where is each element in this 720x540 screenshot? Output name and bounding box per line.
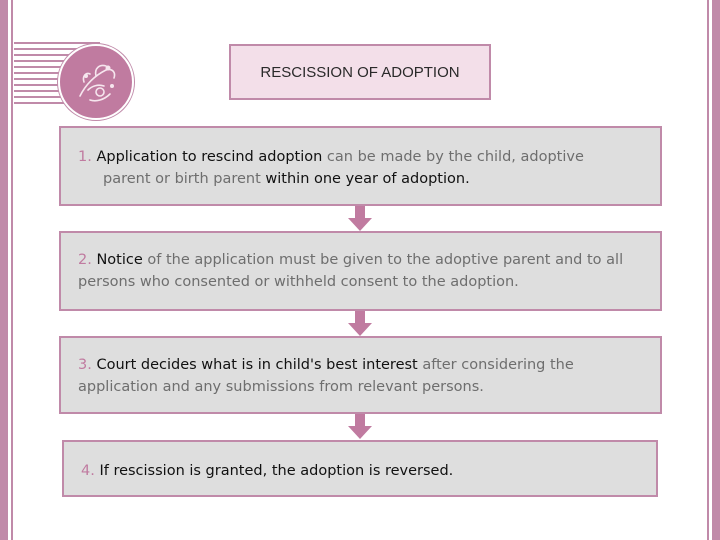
step-number: 1. [78, 149, 92, 165]
step-bold-text: Notice [96, 252, 143, 268]
step-bold-text: Application to rescind adoption [96, 149, 323, 165]
step-number: 3. [78, 357, 92, 373]
step-2-box [59, 231, 662, 311]
step-text: after considering the [422, 357, 574, 373]
step-text: parent or birth parent [103, 171, 261, 187]
left-border-line [11, 0, 13, 540]
step-text: of the application must be given to the adoptive parent and to all [147, 252, 624, 268]
step-text: persons who consented or withheld consent to the adoption. [78, 274, 519, 290]
down-arrow-icon [348, 206, 372, 232]
title-box [229, 44, 491, 100]
step-text: can be made by the child, adoptive [326, 149, 584, 165]
right-border-line [707, 0, 709, 540]
step-number: 2. [78, 252, 92, 268]
step-1-box [59, 126, 662, 206]
step-4-box [62, 440, 658, 497]
logo-emblem-icon [58, 44, 134, 120]
step-number: 4. [81, 463, 95, 479]
step-bold-text: If rescission is granted, the adoption is reversed. [99, 463, 454, 479]
step-bold-text: within one year of adoption. [265, 171, 470, 187]
diagram-title: RESCISSION OF ADOPTION [260, 63, 460, 81]
down-arrow-icon [348, 414, 372, 440]
step-3-box [59, 336, 662, 414]
down-arrow-icon [348, 311, 372, 337]
right-border-bar [712, 0, 720, 540]
left-border-bar [0, 0, 8, 540]
step-text: application and any submissions from relevant persons. [78, 379, 484, 395]
step-bold-text: Court decides what is in child's best interest [96, 357, 418, 373]
